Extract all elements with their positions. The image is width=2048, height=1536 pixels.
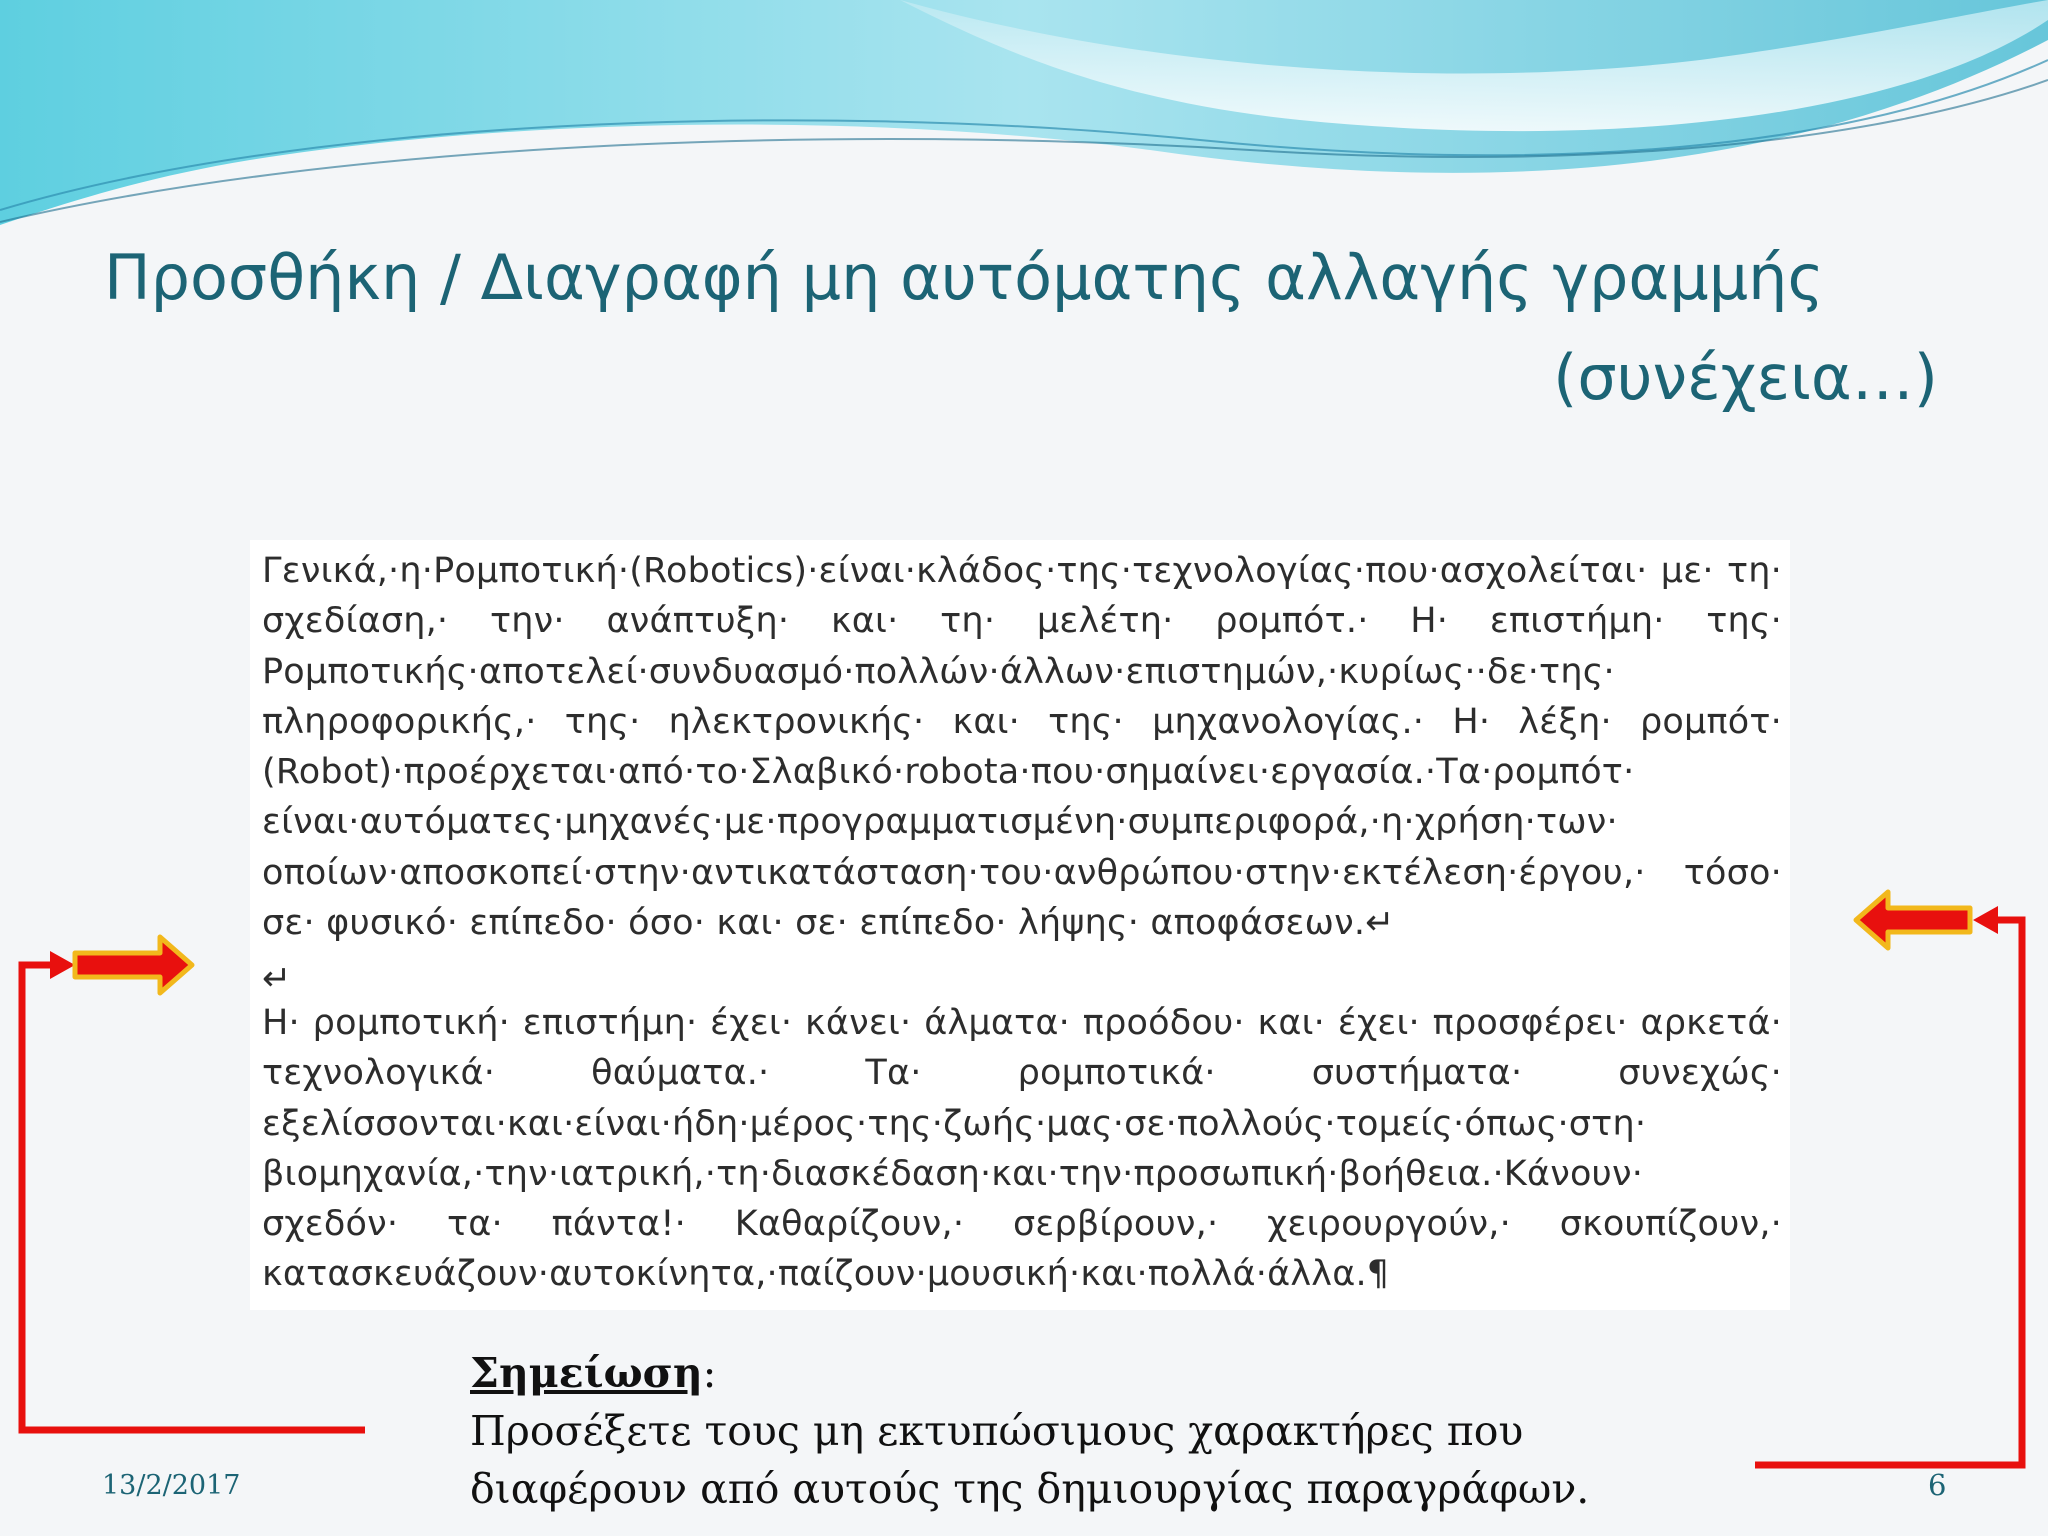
document-paragraph-1: Γενικά,·η·Ρομποτική·(Robotics)·είναι·κλάδος·της·τεχνολογίας·που·ασχολείται· με· τη· σχεδίαση,· την· ανάπτυξη· και· τη· μελέτη· ρομπότ.· Η· επιστήμη· της· Ρομποτικής·αποτελεί·συνδυασμό·πολλών·άλλων·επιστημών,·κυρίως··δε·της· πληροφορικής,· της· ηλεκτρονικής· και· της· μηχανολογίας.· Η· λέξη· ρομπότ· (Robot)·προέρχεται·από·το·Σλαβικό·robota·που·σημαίνει·εργασία.·Τα·ρομπότ· είναι·αυτόματες·μηχανές·με·προγραμματισμένη·συμπεριφορά,·η·χρήση·των· οποίων·αποσκοπεί·στην·αντικατάσταση·του·ανθρώπου·στην·εκτέλεση·έργου,· τόσο· σε· φυσικό· επίπεδο· όσο· και· σε· επίπεδο· λήψης· αποφάσεων.↵: [262, 551, 1782, 944]
line-break-mark: ↵: [262, 959, 292, 999]
note-line-2: διαφέρουν από αυτούς της δημιουργίας παραγράφων.: [470, 1465, 1590, 1513]
right-arrow-icon: [75, 937, 192, 993]
left-bracket-connector: [22, 951, 365, 1430]
slide-title-line1: Προσθήκη / Διαγραφή μη αυτόματης αλλαγής γραμμής: [104, 241, 1824, 314]
slide-title-line2: (συνέχεια…): [1553, 341, 1938, 414]
note-box: [470, 1344, 1720, 1518]
note-line-1: Προσέξετε τους μη εκτυπώσιμους χαρακτήρες που: [470, 1407, 1524, 1455]
left-arrow-icon: [1856, 892, 1970, 948]
footer-page-number: 6: [1928, 1468, 1947, 1502]
footer-date: 13/2/2017: [102, 1470, 241, 1501]
right-bracket-connector: [1755, 906, 2022, 1465]
note-heading: Σημείωση: [470, 1349, 703, 1397]
note-heading-colon: :: [702, 1349, 717, 1397]
document-paragraph-2: Η· ρομποτική· επιστήμη· έχει· κάνει· άλματα· προόδου· και· έχει· προσφέρει· αρκετά· τεχνολογικά· θαύματα.· Τα· ρομποτικά· συστήματα· συνεχώς· εξελίσσονται·και·είναι·ήδη·μέρος·της·ζωής·μας·σε·πολλούς·τομείς·όπως·στη· βιομηχανία,·την·ιατρική,·τη·διασκέδαση·και·την·προσωπική·βοήθεια.·Κάνουν· σχεδόν· τα· πάντα!· Καθαρίζουν,· σερβίρουν,· χειρουργούν,· σκουπίζουν,· κατασκευάζουν·αυτοκίνητα,·παίζουν·μουσική·και·πολλά·άλλα.¶: [262, 1003, 1782, 1295]
